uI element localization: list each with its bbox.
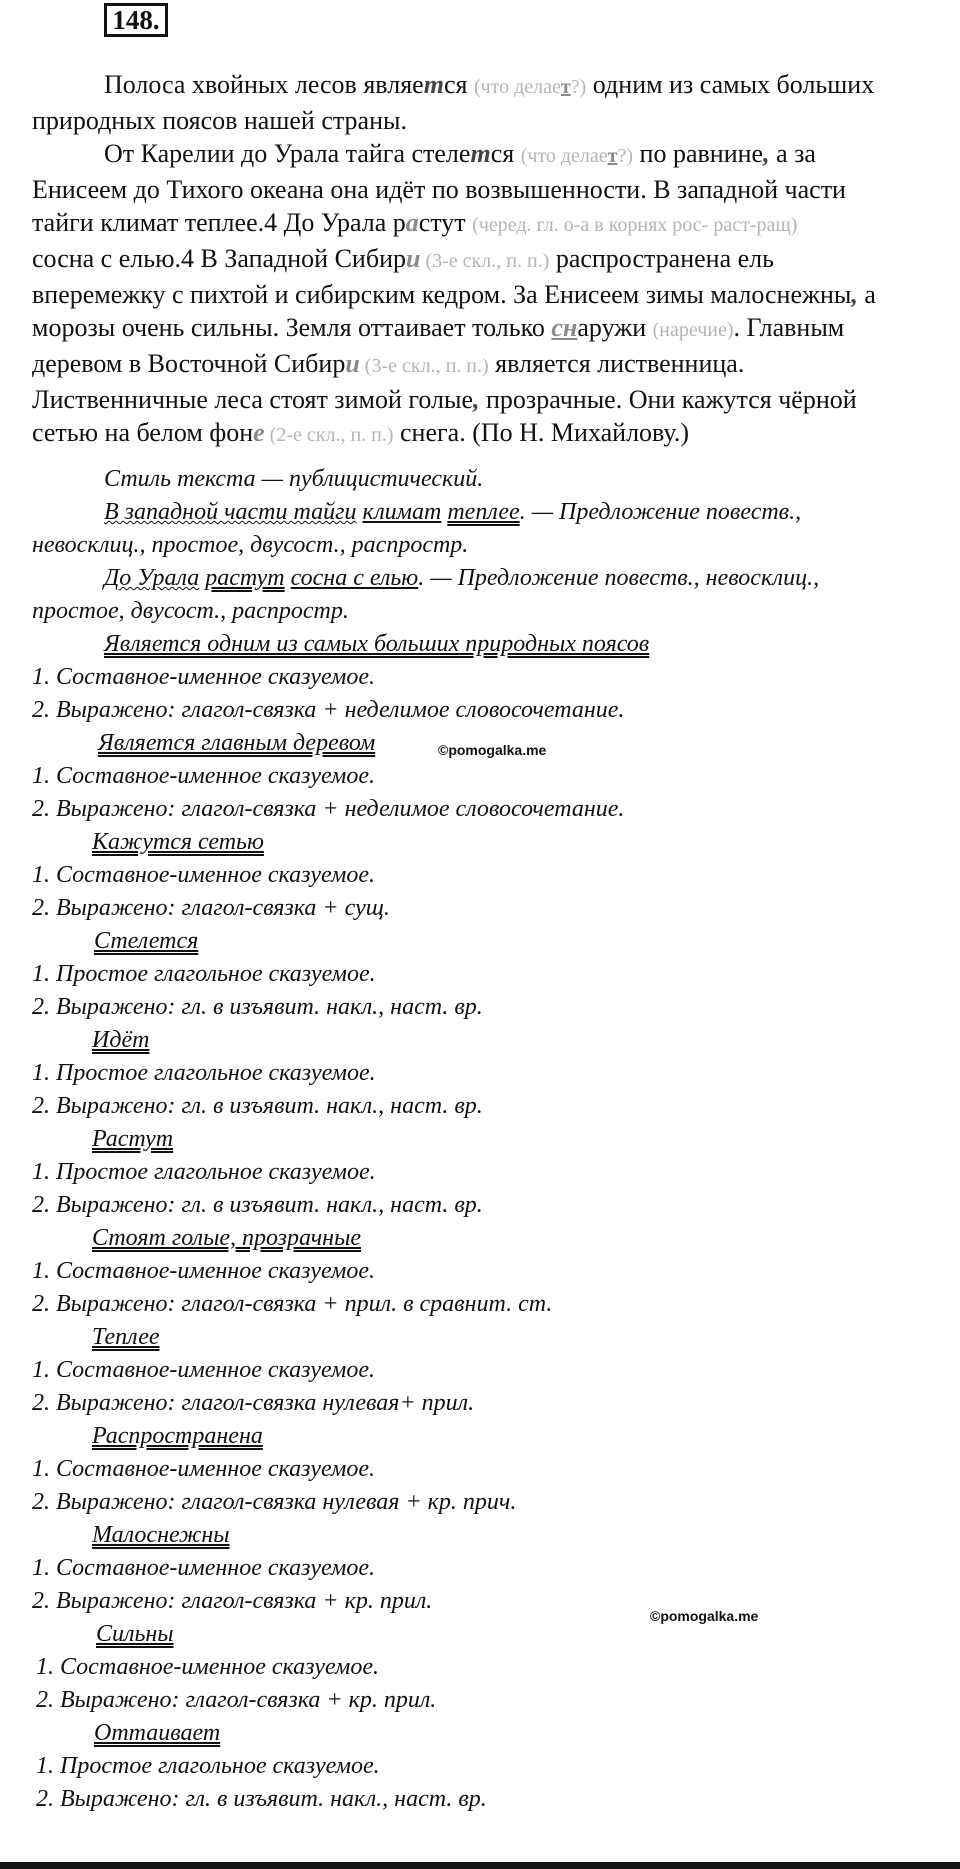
predicate-title: Сильны — [96, 1621, 174, 1647]
predicate-title: Является главным деревом — [98, 730, 376, 756]
predicate-line: 1. Составное-именное сказуемое. — [36, 1654, 380, 1680]
predicate-line: 2. Выражено: гл. в изъявит. накл., наст. вр. — [32, 1192, 483, 1218]
predicate-title: Идёт — [92, 1027, 150, 1053]
text-line: деревом в Восточной Сибири (3-е скл., п. п.) является лиственница. — [32, 349, 745, 378]
predicate-line: 2. Выражено: глагол-связка нулевая + кр. прич. — [32, 1489, 517, 1515]
predicate-line: 2. Выражено: гл. в изъявит. накл., наст. вр. — [32, 1093, 483, 1119]
text-line: сетью на белом фоне (2-е скл., п. п.) снега. (По Н. Михайлову.) — [32, 418, 689, 447]
text-line: Енисеем до Тихого океана она идёт по возвышенности. В западной части — [32, 175, 846, 204]
exercise-text — [32, 68, 932, 452]
predicate-title: Является одним из самых больших природных поясов — [104, 631, 650, 657]
bottom-rule — [0, 1862, 960, 1869]
watermark: ©pomogalka.me — [650, 1608, 759, 1624]
hint: (что делает?) — [473, 76, 587, 98]
sentence-analysis: До Урала растут сосна с елью. — Предложение повеств., невосклиц., — [104, 565, 820, 591]
sentence-analysis: простое, двусост., распростр. — [32, 598, 349, 624]
predicate-line: 2. Выражено: глагол-связка + неделимое словосочетание. — [32, 697, 625, 723]
hint: (черед. гл. о-а в корнях рос- раст-ращ) — [472, 214, 798, 236]
predicate-title: Растут — [92, 1126, 174, 1152]
predicate-line: 2. Выражено: глагол-связка + прил. в сравнит. ст. — [32, 1291, 553, 1317]
predicate-line: 1. Составное-именное сказуемое. — [32, 1456, 376, 1482]
predicate-line: 2. Выражено: глагол-связка + сущ. — [32, 895, 390, 921]
predicate-line: 1. Простое глагольное сказуемое. — [32, 1159, 376, 1185]
text-line: сосна с елью.4 В Западной Сибири (3-е скл., п. п.) распространена ель — [32, 244, 774, 273]
text-line: вперемежку с пихтой и сибирским кедром. За Енисеем зимы малоснежны, а — [32, 280, 876, 309]
predicate-line: 1. Простое глагольное сказуемое. — [36, 1753, 380, 1779]
predicate-line: 1. Составное-именное сказуемое. — [32, 664, 376, 690]
text-line: природных поясов нашей страны. — [32, 106, 407, 135]
hint: (3-е скл., п. п.) — [420, 250, 550, 272]
predicate-line: 1. Составное-именное сказуемое. — [32, 1555, 376, 1581]
text-line: Лиственничные леса стоят зимой голые, прозрачные. Они кажутся чёрной — [32, 385, 857, 414]
analysis — [32, 463, 942, 1816]
predicate-title: Теплее — [92, 1324, 160, 1350]
hint: (что делает?) — [520, 145, 634, 167]
predicate-title: Стоят голые, прозрачные — [92, 1225, 361, 1251]
predicate-line: 1. Составное-именное сказуемое. — [32, 1258, 376, 1284]
exercise-number: 148. — [104, 3, 168, 37]
predicate-title: Распространена — [92, 1423, 263, 1449]
predicate-line: 1. Составное-именное сказуемое. — [32, 1357, 376, 1383]
predicate-line: 2. Выражено: глагол-связка нулевая+ прил. — [32, 1390, 475, 1416]
predicate-line: 1. Простое глагольное сказуемое. — [32, 1060, 376, 1086]
predicate-title: Кажутся сетью — [92, 829, 264, 855]
predicate-title: Оттаивает — [94, 1720, 221, 1746]
sentence-analysis: В западной части тайги климат теплее. — Предложение повеств., — [104, 499, 802, 525]
predicate-line: 2. Выражено: глагол-связка + кр. прил. — [36, 1687, 437, 1713]
text-line: От Карелии до Урала тайга стелется (что делает?) по равнине, а за — [104, 139, 816, 168]
sentence-analysis: невосклиц., простое, двусост., распростр. — [32, 532, 469, 558]
hint: (2-е скл., п. п.) — [264, 424, 394, 446]
text-line: морозы очень сильны. Земля оттаивает только снаружи (наречие). Главным — [32, 313, 845, 342]
hint: (наречие) — [652, 319, 734, 341]
predicate-line: 1. Простое глагольное сказуемое. — [32, 961, 376, 987]
predicate-line: 2. Выражено: гл. в изъявит. накл., наст. вр. — [36, 1786, 487, 1812]
predicate-line: 2. Выражено: гл. в изъявит. накл., наст. вр. — [32, 994, 483, 1020]
predicate-line: 2. Выражено: глагол-связка + неделимое словосочетание. — [32, 796, 625, 822]
predicate-title: Малоснежны — [92, 1522, 230, 1548]
predicate-line: 2. Выражено: глагол-связка + кр. прил. — [32, 1588, 433, 1614]
hint: (3-е скл., п. п.) — [359, 355, 489, 377]
text-line: Полоса хвойных лесов является (что делает?) одним из самых больших — [104, 70, 875, 99]
predicate-line: 1. Составное-именное сказуемое. — [32, 862, 376, 888]
predicate-title: Стелется — [94, 928, 199, 954]
text-line: тайги климат теплее.4 До Урала растут (черед. гл. о-а в корнях рос- раст-ращ) — [32, 208, 798, 237]
predicate-line: 1. Составное-именное сказуемое. — [32, 763, 376, 789]
watermark: ©pomogalka.me — [438, 742, 547, 758]
style-line: Стиль текста — публицистический. — [104, 466, 484, 492]
